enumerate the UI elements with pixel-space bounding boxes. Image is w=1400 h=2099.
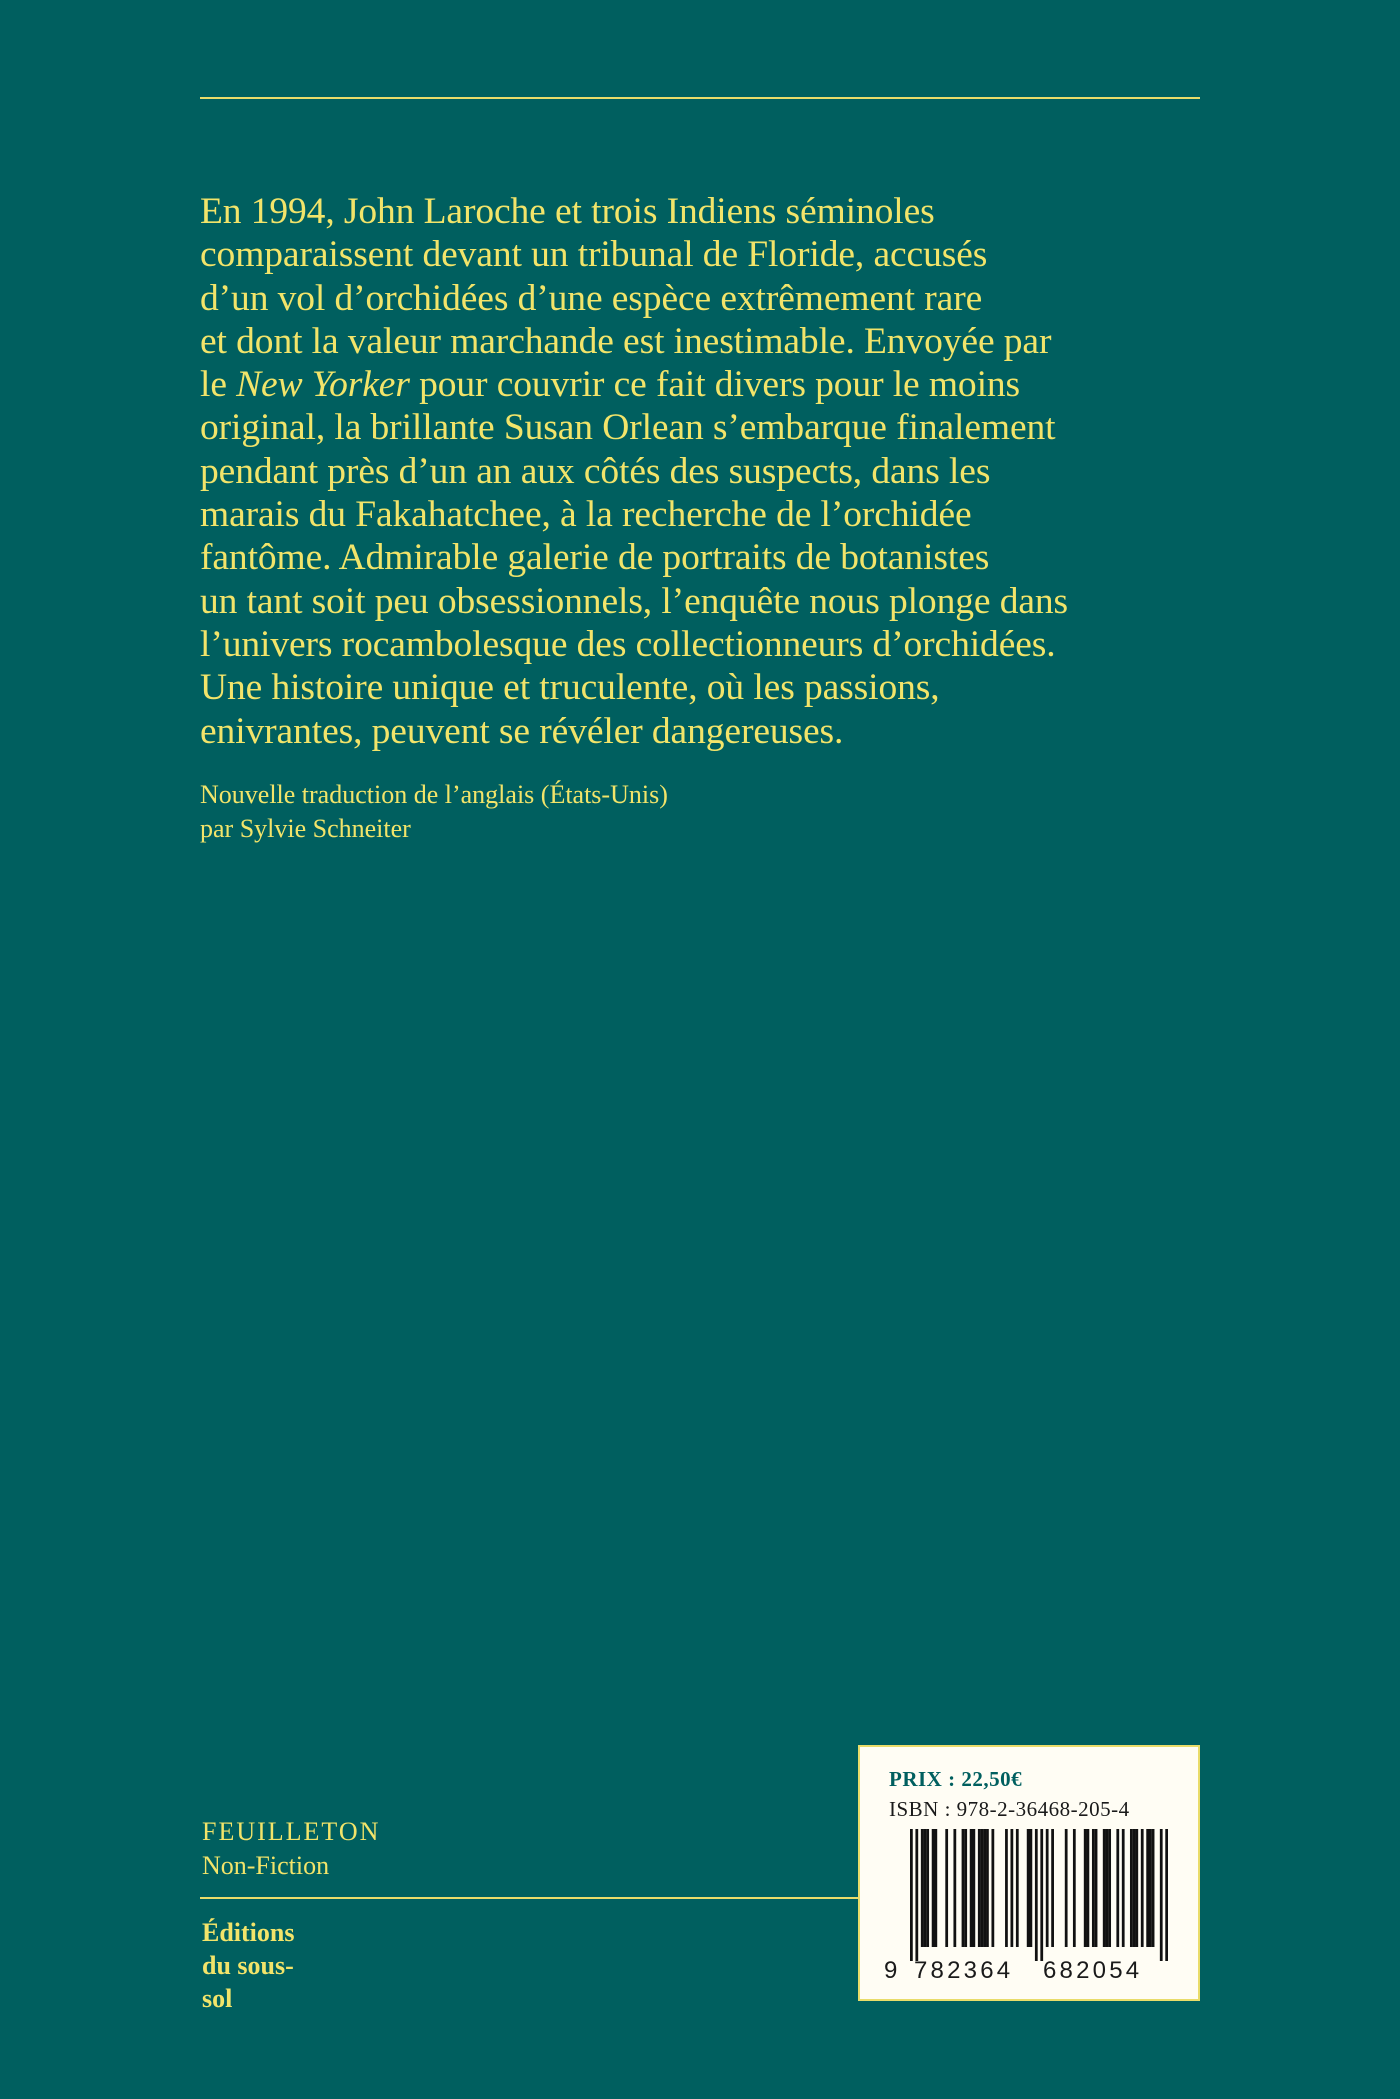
publisher-line: Éditions — [202, 1918, 295, 1947]
barcode-bar — [1035, 1829, 1038, 1961]
barcode-bar — [970, 1829, 973, 1947]
barcode-bar — [1141, 1829, 1144, 1947]
barcode-bar — [1073, 1829, 1076, 1947]
top-rule — [200, 97, 1200, 99]
barcode-bar — [953, 1829, 956, 1947]
blurb-line: enivrantes, peuvent se révéler dangereuses. — [200, 710, 844, 752]
barcode-bar — [1108, 1829, 1111, 1947]
barcode-bar — [1146, 1829, 1149, 1947]
barcode-bar — [1106, 1829, 1109, 1947]
collection-name: FEUILLETON — [202, 1817, 381, 1846]
publisher-line: sol — [202, 1984, 233, 2013]
collection-subtitle: Non-Fiction — [202, 1851, 330, 1880]
barcode-bar — [1095, 1829, 1098, 1947]
barcode-bar — [978, 1829, 981, 1947]
barcode-bars — [910, 1829, 1168, 1961]
translation-line: Nouvelle traduction de l’anglais (États-Unis) — [200, 780, 668, 809]
barcode-bar — [981, 1829, 984, 1947]
blurb-line: En 1994, John Laroche et trois Indiens séminoles — [200, 191, 935, 232]
blurb-line: original, la brillante Susan Orlean s’embarque finalement — [200, 407, 1056, 449]
barcode-bar — [932, 1829, 935, 1947]
barcode-bar — [1160, 1829, 1163, 1961]
barcode-bar — [1103, 1829, 1106, 1947]
barcode-bar — [910, 1829, 913, 1961]
blurb-line-rest: pour couvrir ce fait divers pour le moins — [419, 364, 1021, 406]
barcode-bar — [991, 1829, 994, 1947]
barcode-sticker — [858, 1745, 1200, 2001]
blurb-line: d’un vol d’orchidées d’une espèce extrêmement rare — [200, 277, 983, 319]
blurb-line: fantôme. Admirable galerie de portraits de botanistes — [200, 537, 990, 579]
barcode-bar — [964, 1829, 967, 1947]
barcode-bar — [983, 1829, 986, 1947]
price-label: PRIX : 22,50€ — [889, 1767, 1023, 1791]
barcode-bar — [1046, 1829, 1049, 1947]
barcode-bar — [1065, 1829, 1068, 1947]
blurb-line: Une histoire unique et truculente, où les passions, — [200, 667, 940, 709]
barcode-bar — [1005, 1829, 1008, 1947]
barcode-bar — [1122, 1829, 1125, 1947]
bottom-rule — [200, 1897, 860, 1899]
barcode-bar — [1152, 1829, 1155, 1947]
barcode-bar — [1051, 1829, 1054, 1947]
translation-credit — [200, 778, 668, 846]
magazine-title: New Yorker — [236, 364, 410, 406]
barcode-bar — [1092, 1829, 1095, 1947]
barcode-digits-left: 782364 — [914, 1957, 1014, 1984]
barcode-bar — [1016, 1829, 1019, 1947]
blurb-line: l’univers rocambolesque des collectionneurs d’orchidées. — [200, 623, 1056, 665]
barcode-bar — [934, 1829, 937, 1947]
back-cover-blurb — [200, 190, 1210, 753]
barcode-bar — [1165, 1829, 1168, 1961]
barcode-bar — [1135, 1829, 1138, 1947]
translator-line: par Sylvie Schneiter — [200, 814, 411, 843]
blurb-line: pendant près d’un an aux côtés des suspects, dans les — [200, 450, 991, 492]
barcode-bar — [921, 1829, 924, 1947]
barcode-bar — [924, 1829, 927, 1947]
barcode-bar — [915, 1829, 918, 1961]
blurb-line: et dont la valeur marchande est inestimable. Envoyée par — [200, 320, 1052, 362]
barcode-digit-first: 9 — [884, 1957, 898, 1984]
barcode-bar — [1149, 1829, 1152, 1947]
blurb-line-with-magazine — [200, 363, 1210, 406]
blurb-line: un tant soit peu obsessionnels, l’enquête nous plonge dans — [200, 580, 1069, 622]
barcode-bar — [945, 1829, 948, 1947]
blurb-line: marais du Fakahatchee, à la recherche de l’orchidée — [200, 494, 972, 536]
publisher-name — [202, 1916, 295, 2015]
barcode-bar — [1084, 1829, 1087, 1947]
collection-label — [202, 1815, 380, 1883]
barcode-bar — [986, 1829, 989, 1947]
barcode-bar — [1130, 1829, 1133, 1947]
blurb-line: comparaissent devant un tribunal de Floride, accusés — [200, 234, 988, 276]
barcode-bar — [1010, 1829, 1013, 1947]
barcode-bar — [926, 1829, 929, 1947]
barcode-bar — [1027, 1829, 1030, 1947]
barcode-bar — [972, 1829, 975, 1947]
isbn-label: ISBN : 978-2-36468-205-4 — [889, 1797, 1130, 1821]
barcode-bar — [962, 1829, 965, 1947]
barcode-bar — [1116, 1829, 1119, 1947]
blurb-prefix: le — [200, 364, 237, 406]
publisher-line: du sous- — [202, 1951, 294, 1980]
barcode-bar — [1029, 1829, 1032, 1947]
barcode-bar — [1087, 1829, 1090, 1947]
barcode-bar — [1040, 1829, 1043, 1961]
barcode-digits-right: 682054 — [1043, 1957, 1143, 1984]
barcode-bar — [1133, 1829, 1136, 1947]
